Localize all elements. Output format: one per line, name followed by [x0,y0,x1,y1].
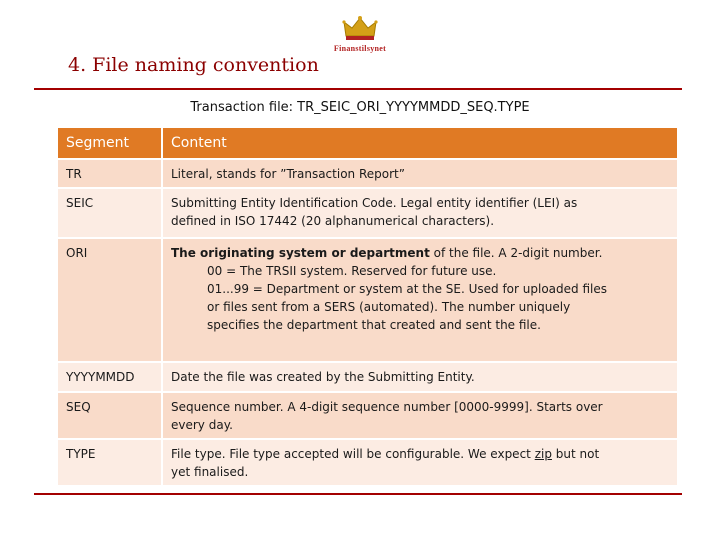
content-line: defined in ISO 17442 (20 alphanumerical characters). [171,214,495,228]
table-row [58,238,677,362]
content-text: but not [551,447,600,461]
content-cell [162,439,677,485]
segment-cell: TR [58,159,162,188]
segment-cell: YYYYMMDD [58,362,162,392]
content-line: yet finalised. [171,465,249,479]
content-cell: Literal, stands for ”Transaction Report” [162,159,677,188]
content-line [171,445,671,463]
logo-text: Finanstilsynet [333,44,387,53]
content-subline: 01...99 = Department or system at the SE. Used for uploaded files [207,282,607,296]
content-line: every day. [171,418,233,432]
crown-icon [340,14,380,42]
content-line: Submitting Entity Identification Code. Legal entity identifier (LEI) as [171,196,578,210]
naming-table [58,128,677,485]
top-divider [34,88,682,90]
header-segment: Segment [58,128,162,159]
content-line: Sequence number. A 4-digit sequence number [0000-9999]. Starts over [171,400,603,414]
content-cell: Date the file was created by the Submitting Entity. [162,362,677,392]
table-row [58,188,677,238]
content-subline: specifies the department that created and sent the file. [207,318,541,332]
segment-cell: SEQ [58,392,162,439]
header-content: Content [162,128,677,159]
content-cell [162,238,677,362]
subtitle: Transaction file: TR_SEIC_ORI_YYYYMMDD_SEQ.TYPE [190,100,530,115]
table-row [58,392,677,439]
content-line [171,244,671,262]
page-title: 4. File naming convention [68,54,319,76]
table-row [58,439,677,485]
table-row [58,362,677,392]
content-cell [162,392,677,439]
segment-cell: ORI [58,238,162,362]
content-subline: 00 = The TRSII system. Reserved for future use. [207,264,497,278]
content-text: File type. File type accepted will be configurable. We expect [171,447,535,461]
finanstilsynet-logo [310,14,410,56]
content-cell [162,188,677,238]
segment-cell: TYPE [58,439,162,485]
table-header-row [58,128,677,159]
bottom-divider [34,493,682,495]
content-subline: or files sent from a SERS (automated). The number uniquely [207,300,571,314]
table-row [58,159,677,188]
segment-cell: SEIC [58,188,162,238]
bold-phrase: The originating system or department [171,246,430,260]
underlined-text: zip [534,447,552,461]
content-text: of the file. A 2-digit number. [429,246,603,260]
